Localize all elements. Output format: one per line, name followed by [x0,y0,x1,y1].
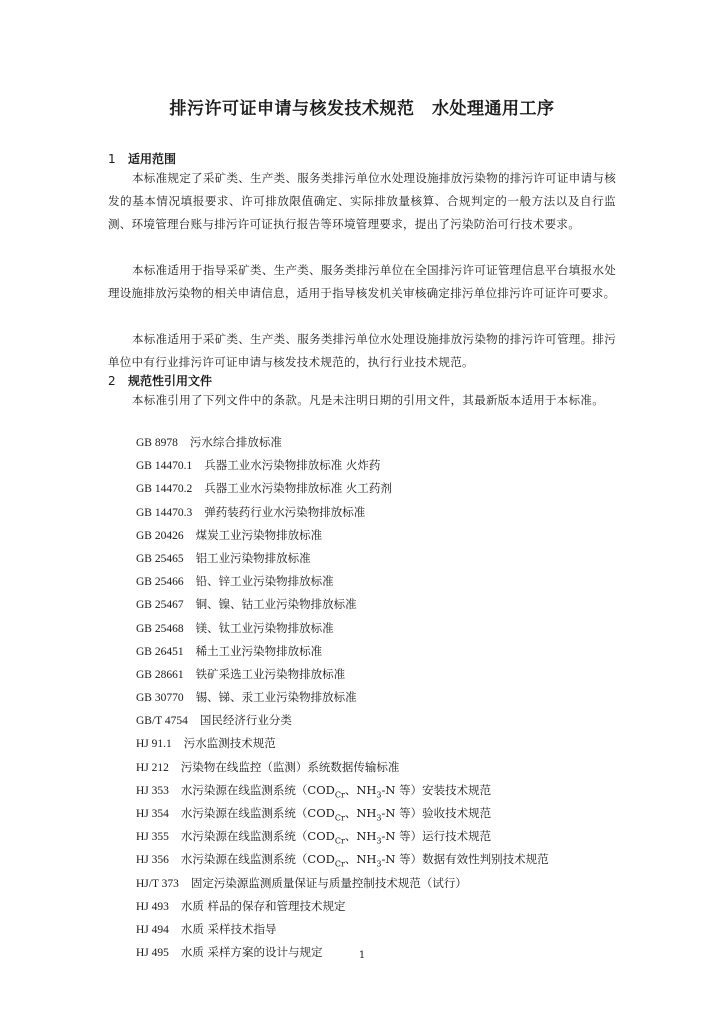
reference-code: GB 25465 [136,552,184,565]
reference-item [136,872,549,895]
reference-code: GB 14470.1 [136,460,193,473]
reference-code: GB 25466 [136,576,184,589]
reference-code: GB 30770 [136,692,184,705]
reference-code: HJ/T 373 [136,877,179,890]
reference-item [136,779,549,802]
reference-item [136,477,549,500]
reference-item [136,570,549,593]
reference-code: GB 26451 [136,645,184,658]
reference-code: GB/T 4754 [136,715,188,728]
reference-title: 铜、镍、钴工业污染物排放标准 [195,597,357,612]
reference-title: 铝工业污染物排放标准 [195,550,311,565]
reference-title: 铅、锌工业污染物排放标准 [195,574,334,589]
reference-item [136,431,549,454]
reference-title: 兵器工业水污染物排放标准 火炸药 [204,458,381,473]
reference-title: 镁、钛工业污染物排放标准 [195,620,334,635]
reference-title: 稀土工业污染物排放标准 [195,643,323,658]
reference-code: GB 14470.3 [136,506,193,519]
reference-title: 固定污染源监测质量保证与质量控制技术规范（试行） [190,875,467,890]
reference-code: GB 28661 [136,668,184,681]
reference-item [136,617,549,640]
section-2-heading [108,372,212,389]
section-1-paragraph: 本标准规定了采矿类、生产类、服务类排污单位水处理设施排放污染物的排污许可证申请与核发的基本情况填报要求、许可排放限值确定、实际排放量核算、合规判定的一般方法以及自行监测、环境管理台账与排污许可证执行报告等环境管理要求，提出了污染防治可行技术要求。 [108,171,616,231]
section-1-paragraph: 本标准适用于采矿类、生产类、服务类排污单位水处理设施排放污染物的排污许可管理。排污单位中有行业排污许可证申请与核发技术规范的，执行行业技术规范。 [108,332,616,369]
reference-code: GB 8978 [136,437,178,449]
section-title: 适用范围 [128,152,177,166]
reference-title: 水污染源在线监测系统（$COD_{Cr}$、$NH_3-N$ 等）数据有效性判别技术规范 [180,852,549,869]
reference-title: 兵器工业水污染物排放标准 火工药剂 [204,481,392,496]
reference-item [136,895,549,918]
reference-item [136,593,549,616]
document-title: 排污许可证申请与核发技术规范 水处理通用工序 [169,99,555,119]
reference-title: 水污染源在线监测系统（$COD_{Cr}$、$NH_3-N$ 等）验收技术规范 [180,806,492,823]
reference-code: HJ 212 [136,761,169,774]
reference-title: 污水监测技术规范 [183,736,276,751]
reference-code: HJ 494 [136,923,169,936]
section-number: 1 [108,152,116,166]
reference-title: 污水综合排放标准 [189,435,282,449]
reference-title: 水质 采样方案的设计与规定 [180,945,323,960]
reference-title: 弹药装药行业水污染物排放标准 [204,504,366,519]
reference-code: GB 14470.2 [136,483,193,496]
reference-title: 水质 采样技术指导 [180,921,277,936]
reference-code: HJ 493 [136,900,169,913]
section-number: 2 [108,374,116,388]
section-2-intro: 本标准引用了下列文件中的条款。凡是未注明日期的引用文件，其最新版本适用于本标准。 [132,393,604,407]
reference-title: 国民经济行业分类 [199,713,292,728]
reference-title: 水污染源在线监测系统（$COD_{Cr}$、$NH_3-N$ 等）安装技术规范 [180,782,492,800]
reference-item [136,686,549,709]
section-1-paragraph: 本标准适用于指导采矿类、生产类、服务类排污单位在全国排污许可证管理信息平台填报水处理设施排放污染物的相关申请信息，适用于指导核发机关审核确定排污单位排污许可证许可要求。 [108,263,616,300]
reference-item [136,547,549,570]
reference-code: HJ 354 [136,808,169,820]
reference-code: GB 25467 [136,599,184,612]
reference-item [136,802,549,825]
reference-item [136,918,549,941]
section-title: 规范性引用文件 [128,374,213,388]
reference-item [136,825,549,848]
reference-item [136,848,549,871]
reference-item [136,732,549,755]
reference-title: 铁矿采选工业污染物排放标准 [195,666,346,681]
reference-list [136,431,549,964]
reference-title: 水质 样品的保存和管理技术规定 [180,898,346,913]
reference-item [136,709,549,732]
page-number: 1 [358,950,366,961]
reference-title: 煤炭工业污染物排放标准 [195,527,323,542]
reference-code: HJ 91.1 [136,738,172,751]
reference-title: 水污染源在线监测系统（$COD_{Cr}$、$NH_3-N$ 等）运行技术规范 [180,829,492,846]
reference-code: HJ 355 [136,831,169,844]
reference-item [136,756,549,779]
reference-title: 锡、锑、汞工业污染物排放标准 [195,690,357,705]
reference-item [136,524,549,547]
reference-code: GB 25468 [136,622,184,635]
reference-item [136,663,549,686]
reference-item [136,640,549,663]
section-1-heading [108,150,176,167]
reference-item [136,454,549,477]
reference-code: HJ 353 [136,784,169,797]
reference-title: 污染物在线监控（监测）系统数据传输标准 [180,759,400,774]
reference-code: HJ 356 [136,854,169,867]
reference-code: GB 20426 [136,529,184,542]
reference-item [136,501,549,524]
reference-code: HJ 495 [136,947,169,960]
